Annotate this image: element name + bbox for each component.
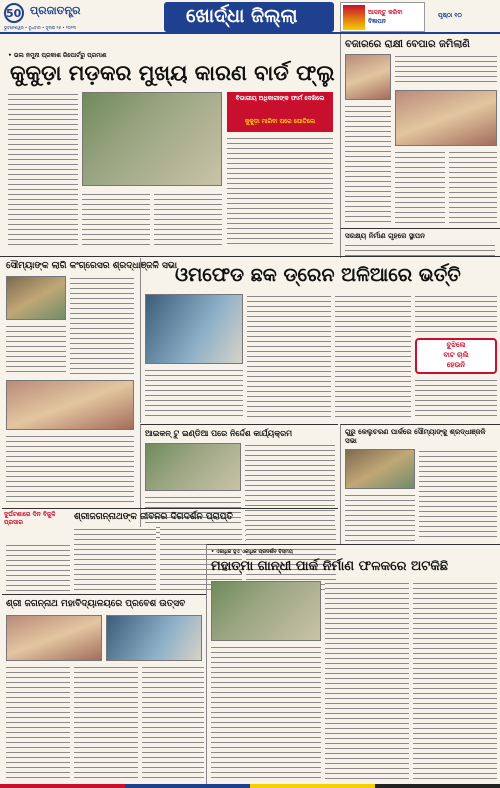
college-photo (6, 615, 102, 661)
security-body (345, 243, 495, 257)
gandhi-body-3 (413, 581, 497, 780)
park-meet-photo (345, 449, 415, 489)
bird-flu-headline: କୁକୁଡ଼ା ମଡ଼କର ମୁଖ୍ୟ କାରଣ ବାର୍ଡ ଫ୍ଲୁ (10, 61, 335, 85)
bird-flu-body-col1 (8, 92, 78, 247)
somnath-body-1 (70, 276, 134, 376)
omfed-body-5 (415, 378, 497, 418)
omfed-callout-line3: ହେଉନି (446, 361, 466, 369)
shraddha-body-1 (74, 527, 156, 593)
college-photo-2 (106, 615, 202, 661)
park-meet-headline: ଗୁରୁ କେଲୁଚରଣ ପାର୍କରେ ସୌମ୍ୟାଙ୍କୁ ଶ୍ରଦ୍ଧାଞ୍ଜଳି ସଭା (345, 428, 486, 445)
bird-flu-photo (82, 92, 222, 186)
ad-image (343, 5, 365, 30)
bird-flu-body-col2 (82, 192, 150, 247)
bird-flu-sidebar (227, 92, 333, 132)
market-body-4 (449, 150, 497, 224)
omfed-body-1 (145, 368, 243, 418)
omfed-callout (415, 338, 497, 374)
paper-name: ପ୍ରଜାତନ୍ତ୍ର (30, 4, 81, 17)
story-market (340, 34, 500, 229)
left-mid-headline: ଦୁର୍ଘଟଣାରେ ଦିନ ବିଜୁଳି ପ୍ରସାର (4, 511, 56, 526)
bird-flu-sidebar-sub: କୁକୁଡ଼ା ମାରିବା ପରେ ପୋତିଲେ (244, 118, 316, 125)
gandhi-body-1 (211, 645, 321, 780)
kisan-photo (145, 443, 241, 491)
college-body-3 (142, 665, 204, 780)
market-body-1 (345, 104, 391, 224)
somnath-photo (6, 276, 66, 320)
section-title: ଖୋର୍ଦ୍ଧା ଜିଲ୍ଲା (186, 5, 298, 27)
omfed-headline: ଓମଫେଡ ଛକ ଡ୍ରେନ ଅଳିଆରେ ଭର୍ତ୍ତି (175, 264, 461, 286)
market-photo-2 (395, 90, 497, 146)
divider-1 (0, 256, 500, 257)
page-number: ପୃଷ୍ଠା ୧୦ (438, 12, 462, 19)
somnath-headline: ସୌମ୍ୟାଙ୍କ ଲାଗି କଂଗ୍ରେସର ଶ୍ରଦ୍ଧାଞ୍ଜଳି ସଭା (6, 261, 178, 271)
logo-number: 50 (6, 7, 22, 20)
story-bird-flu (2, 52, 337, 252)
market-headline: ବଜାରରେ ରାକ୍ଷୀ ବେପାର ଜମିଲାଣି (345, 39, 470, 50)
ad-line2: ବିଜ୍ଞାପନ (368, 18, 386, 25)
omfed-body-2 (247, 294, 331, 418)
section-title-box (164, 2, 334, 32)
omfed-callout-line2: ବାଟ ଚାଲି (443, 351, 469, 359)
security-headline: ସରକ୍ଷ୍ୟ ନିର୍ମାଣ ଗୃହରେ ସ୍ଥାପନ (345, 232, 425, 240)
left-mid-body (6, 543, 70, 593)
omfed-photo (145, 294, 243, 364)
bird-flu-sidebar-body (227, 136, 333, 246)
park-meet-body-2 (345, 493, 415, 541)
ad-banner (340, 2, 425, 32)
somnath-body-2 (6, 324, 66, 376)
kisan-headline: ଆଇକନ୍ ଟୁ ଇଣ୍ଡିଆ ପରେ ନିର୍ଦ୍ଦେଶ କାର୍ଯ୍ୟକ୍ରମ (145, 429, 293, 438)
market-body-2 (395, 54, 497, 86)
omfed-callout-line1: ବୁଝିଲେ (446, 341, 466, 349)
story-omfed (140, 258, 500, 423)
masthead (0, 0, 500, 34)
college-body-2 (74, 665, 138, 780)
color-strip (0, 784, 500, 788)
gandhi-body-2 (325, 581, 409, 780)
bird-flu-kicker: • ଭଲ ନମୁନା ପ୍ରକାଶ ରିପୋର୍ଟରୁ ପ୍ରମାଣ (8, 52, 107, 59)
gandhi-headline: ମହାତ୍ମା ଗାନ୍ଧୀ ପାର୍କ ନିର୍ମାଣ ଫଳକରେ ଅଟକିଛି (211, 559, 449, 574)
bird-flu-sidebar-title: ବିଭାଗୀୟ ଅଧିକାରୀଙ୍କ ଫାର୍ମ ଦେଖିଲେ (235, 95, 325, 102)
college-body-1 (6, 665, 70, 780)
college-headline: ଶ୍ରୀ ଜଗନ୍ନାଥ ମହାବିଦ୍ୟାଳୟରେ ପ୍ରବେଶ ଉତ୍ସବ (6, 599, 186, 609)
market-body-3 (395, 150, 445, 224)
story-gandhi (206, 544, 500, 784)
gandhi-photo (211, 581, 321, 641)
story-college (2, 594, 206, 784)
bird-flu-body-col3 (154, 192, 222, 247)
gandhi-kicker: • ଏକାଧିକ ହୁଏ ଏକାଧିକ ପ୍ରଦର୍ଶନ ବିସ୍ମୟ (211, 549, 293, 555)
ad-line1: ଆସନ୍ତୁ କରିବା (368, 9, 403, 16)
shraddha-headline: ଶ୍ରୀଜଗନ୍ନାଥଙ୍କ ଜୀବନର ଦିଗଦର୍ଶନ ପ୍ରାପ୍ତି (74, 512, 233, 522)
somnath-body-3 (6, 434, 134, 504)
story-security (340, 228, 500, 258)
story-park-meet (340, 424, 500, 544)
dateline: ଭୁବନେଶ୍ୱର • ବୁଧବାର • ଜୁଲାଇ ୨୬ • ୨୦୨୩ (4, 25, 76, 30)
left-mid-box (4, 511, 72, 541)
omfed-body-3 (335, 294, 411, 418)
somnath-photo-2 (6, 380, 134, 430)
park-meet-body-1 (419, 449, 497, 541)
story-somnath (2, 258, 178, 508)
omfed-body-4 (415, 294, 497, 334)
market-photo (345, 54, 391, 100)
